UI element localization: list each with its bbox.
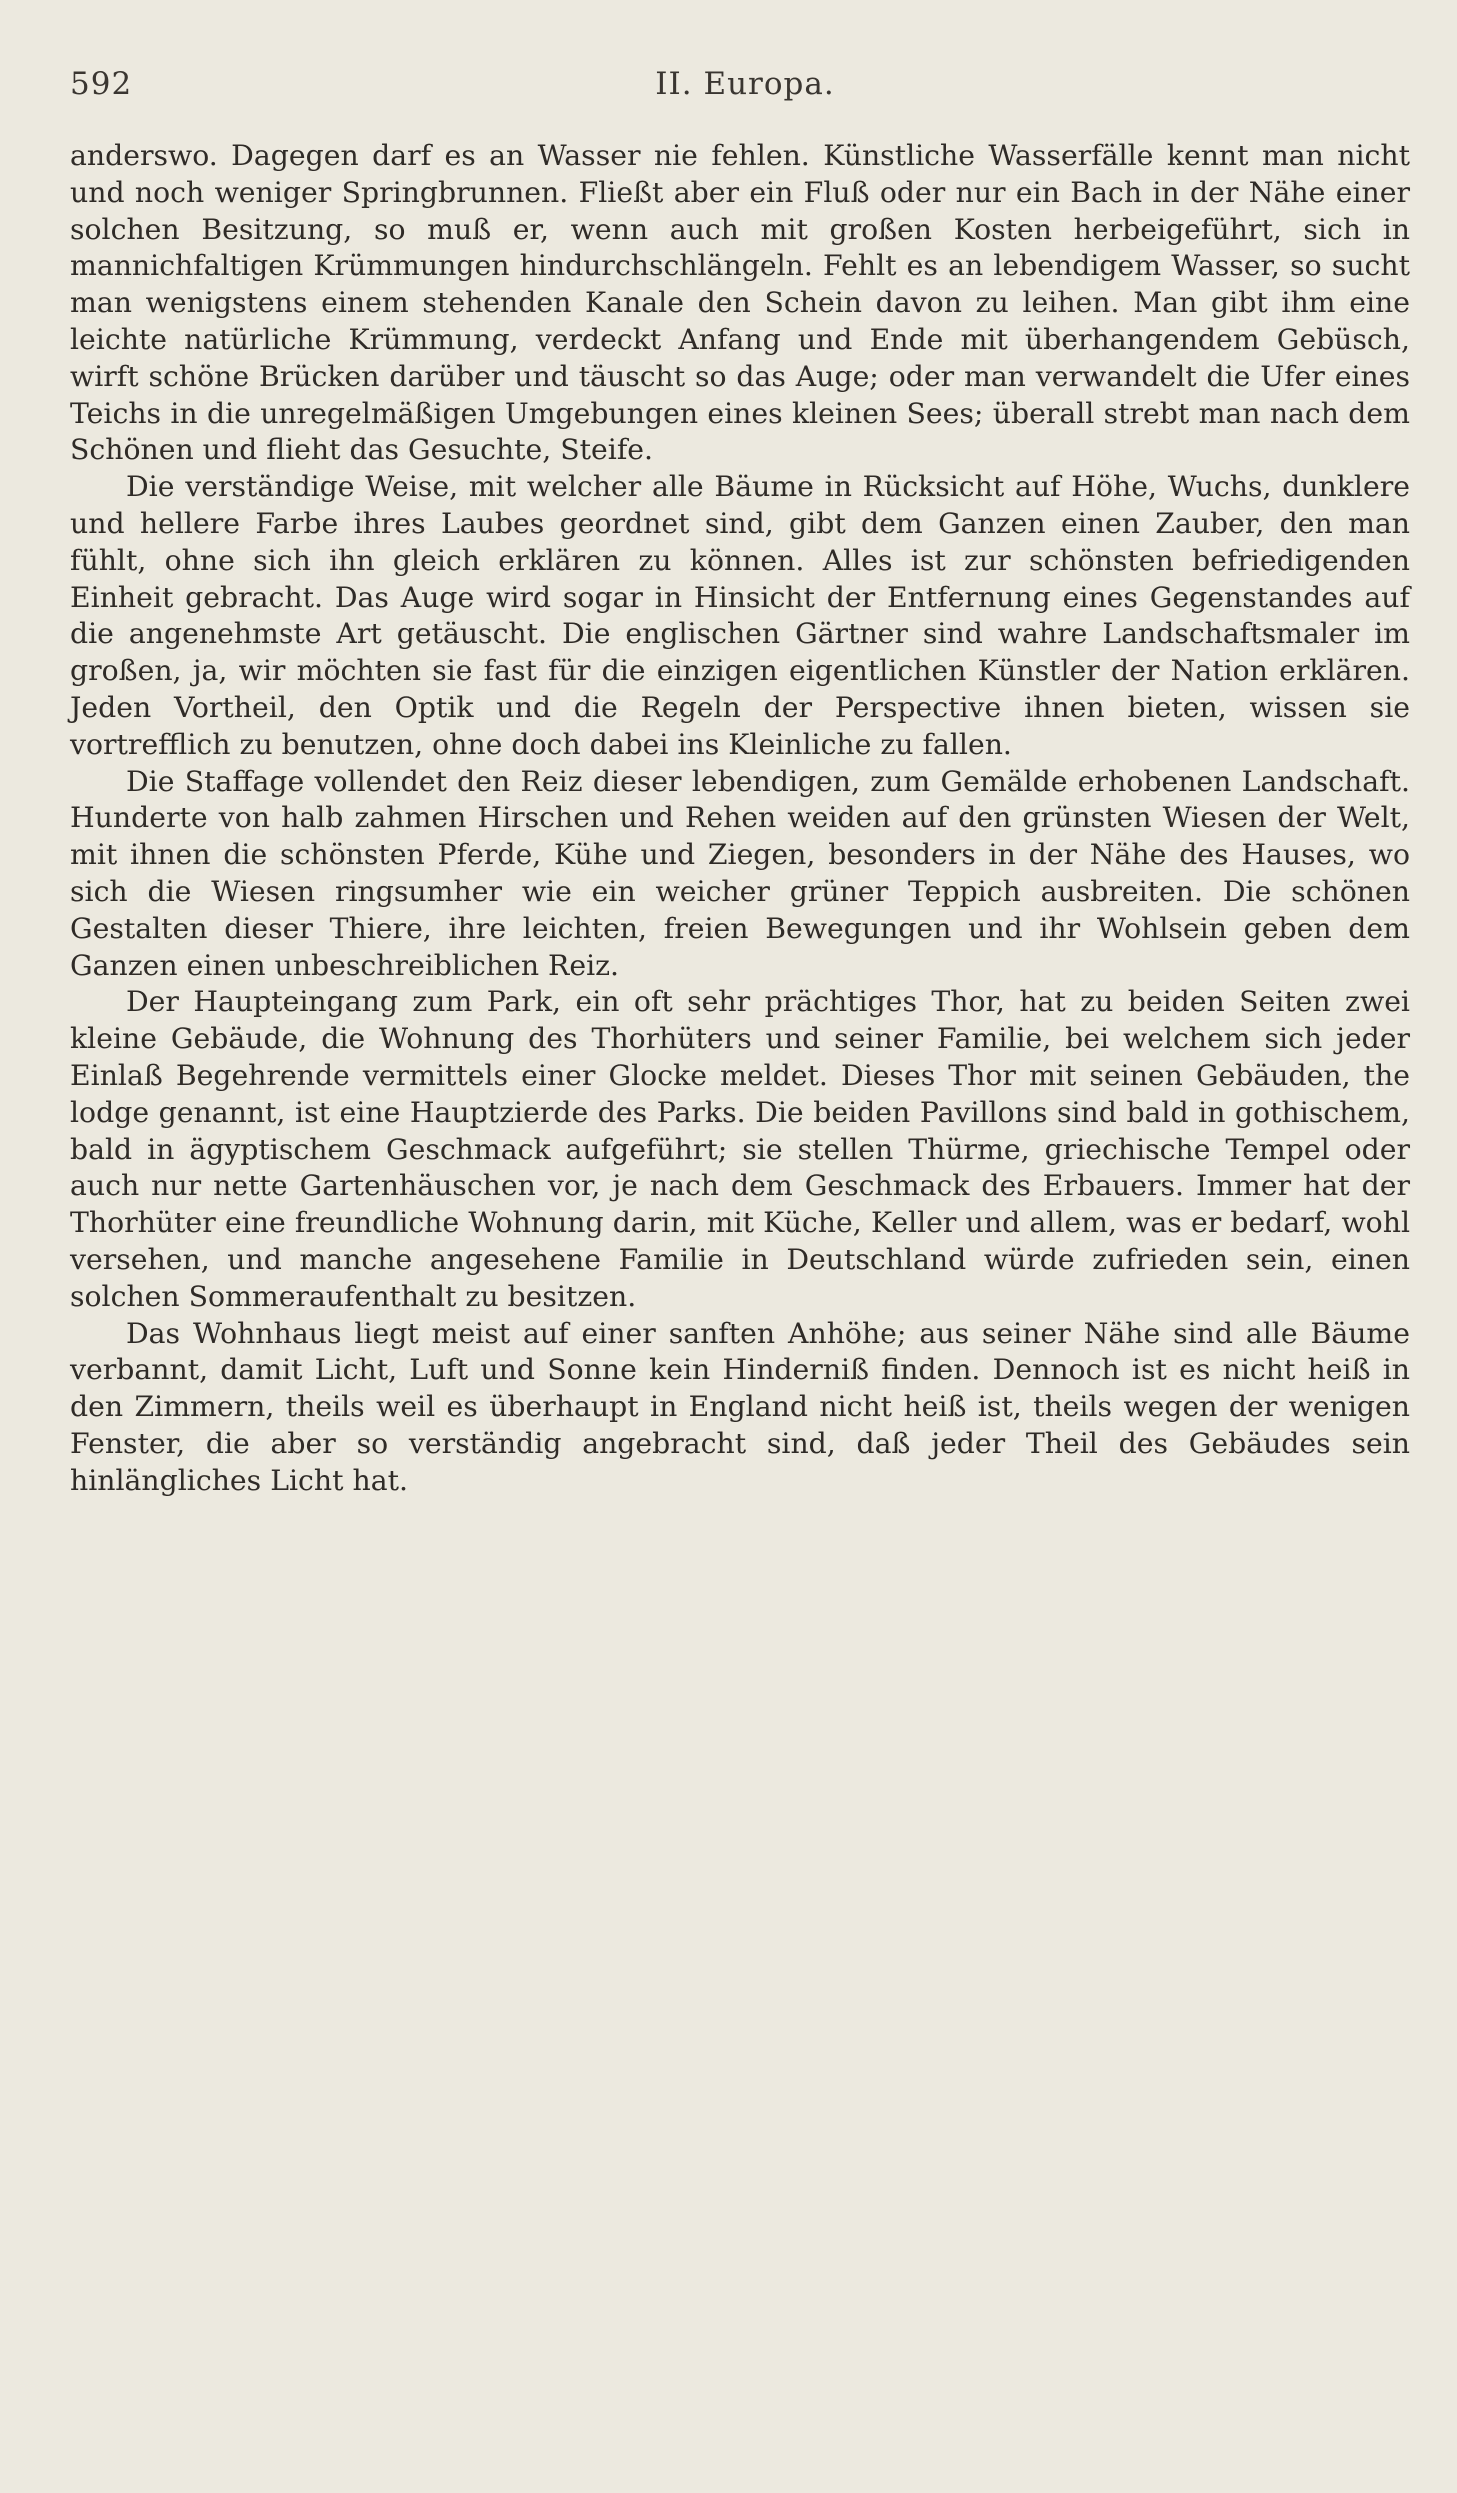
running-head: II. Europa. [655, 66, 835, 102]
body-text [70, 138, 1410, 1499]
paragraph-5: Das Wohnhaus liegt meist auf einer sanften Anhöhe; aus seiner Nähe sind alle Bäume verbannt, damit Licht, Luft und Sonne kein Hinderniß finden. Dennoch ist es nicht heiß in den Zimmern, theils weil es überhaupt in England nicht heiß ist, theils wegen der wenigen Fenster, die aber so verständig angebracht sind, daß jeder Theil des Gebäudes sein hinlängliches Licht hat. [70, 1316, 1410, 1497]
paragraph-1: anderswo. Dagegen darf es an Wasser nie fehlen. Künstliche Wasserfälle kennt man nicht und noch weniger Springbrunnen. Fließt aber ein Fluß oder nur ein Bach in der Nähe einer solchen Besitzung, so muß er, wenn auch mit großen Kosten herbeigeführt, sich in mannichfaltigen Krümmungen hindurchschlängeln. Fehlt es an lebendigem Wasser, so sucht man wenigstens einem stehenden Kanale den Schein davon zu leihen. Man gibt ihm eine leichte natürliche Krümmung, verdeckt Anfang und Ende mit überhangendem Gebüsch, wirft schöne Brücken darüber und täuscht so das Auge; oder man verwandelt die Ufer eines Teichs in die unregelmäßigen Umgebungen eines kleinen Sees; überall strebt man nach dem Schönen und flieht das Gesuchte, Steife. [70, 139, 1410, 467]
paragraph-3: Die Staffage vollendet den Reiz dieser lebendigen, zum Gemälde erhobenen Landschaft. Hunderte von halb zahmen Hirschen und Rehen weiden auf den grünsten Wiesen der Welt, mit ihnen die schönsten Pferde, Kühe und Ziegen, besonders in der Nähe des Hauses, wo sich die Wiesen ringsumher wie ein weicher grüner Teppich ausbreiten. Die schönen Gestalten dieser Thiere, ihre leichten, freien Bewegungen und ihr Wohlsein geben dem Ganzen einen unbeschreiblichen Reiz. [70, 764, 1410, 982]
paragraph-2: Die verständige Weise, mit welcher alle Bäume in Rücksicht auf Höhe, Wuchs, dunklere und hellere Farbe ihres Laubes geordnet sind, gibt dem Ganzen einen Zauber, den man fühlt, ohne sich ihn gleich erklären zu können. Alles ist zur schönsten befriedigenden Einheit gebracht. Das Auge wird sogar in Hinsicht der Entfernung eines Gegenstandes auf die angenehmste Art getäuscht. Die englischen Gärtner sind wahre Landschaftsmaler im großen, ja, wir möchten sie fast für die einzigen eigentlichen Künstler der Nation erklären. Jeden Vortheil, den Optik und die Regeln der Perspective ihnen bieten, wissen sie vortrefflich zu benutzen, ohne doch dabei ins Kleinliche zu fallen. [70, 470, 1410, 761]
paragraph-4: Der Haupteingang zum Park, ein oft sehr prächtiges Thor, hat zu beiden Seiten zwei kleine Gebäude, die Wohnung des Thorhüters und seiner Familie, bei welchem sich jeder Einlaß Begehrende vermittels einer Glocke meldet. Dieses Thor mit seinen Gebäuden, the lodge genannt, ist eine Hauptzierde des Parks. Die beiden Pavillons sind bald in gothischem, bald in ägyptischem Geschmack aufgeführt; sie stellen Thürme, griechische Tempel oder auch nur nette Gartenhäuschen vor, je nach dem Geschmack des Erbauers. Immer hat der Thorhüter eine freundliche Wohnung darin, mit Küche, Keller und allem, was er bedarf, wohl versehen, und manche angesehene Familie in Deutschland würde zufrieden sein, einen solchen Sommeraufenthalt zu besitzen. [70, 985, 1410, 1313]
page-header [60, 66, 1430, 116]
page-number: 592 [70, 66, 133, 102]
